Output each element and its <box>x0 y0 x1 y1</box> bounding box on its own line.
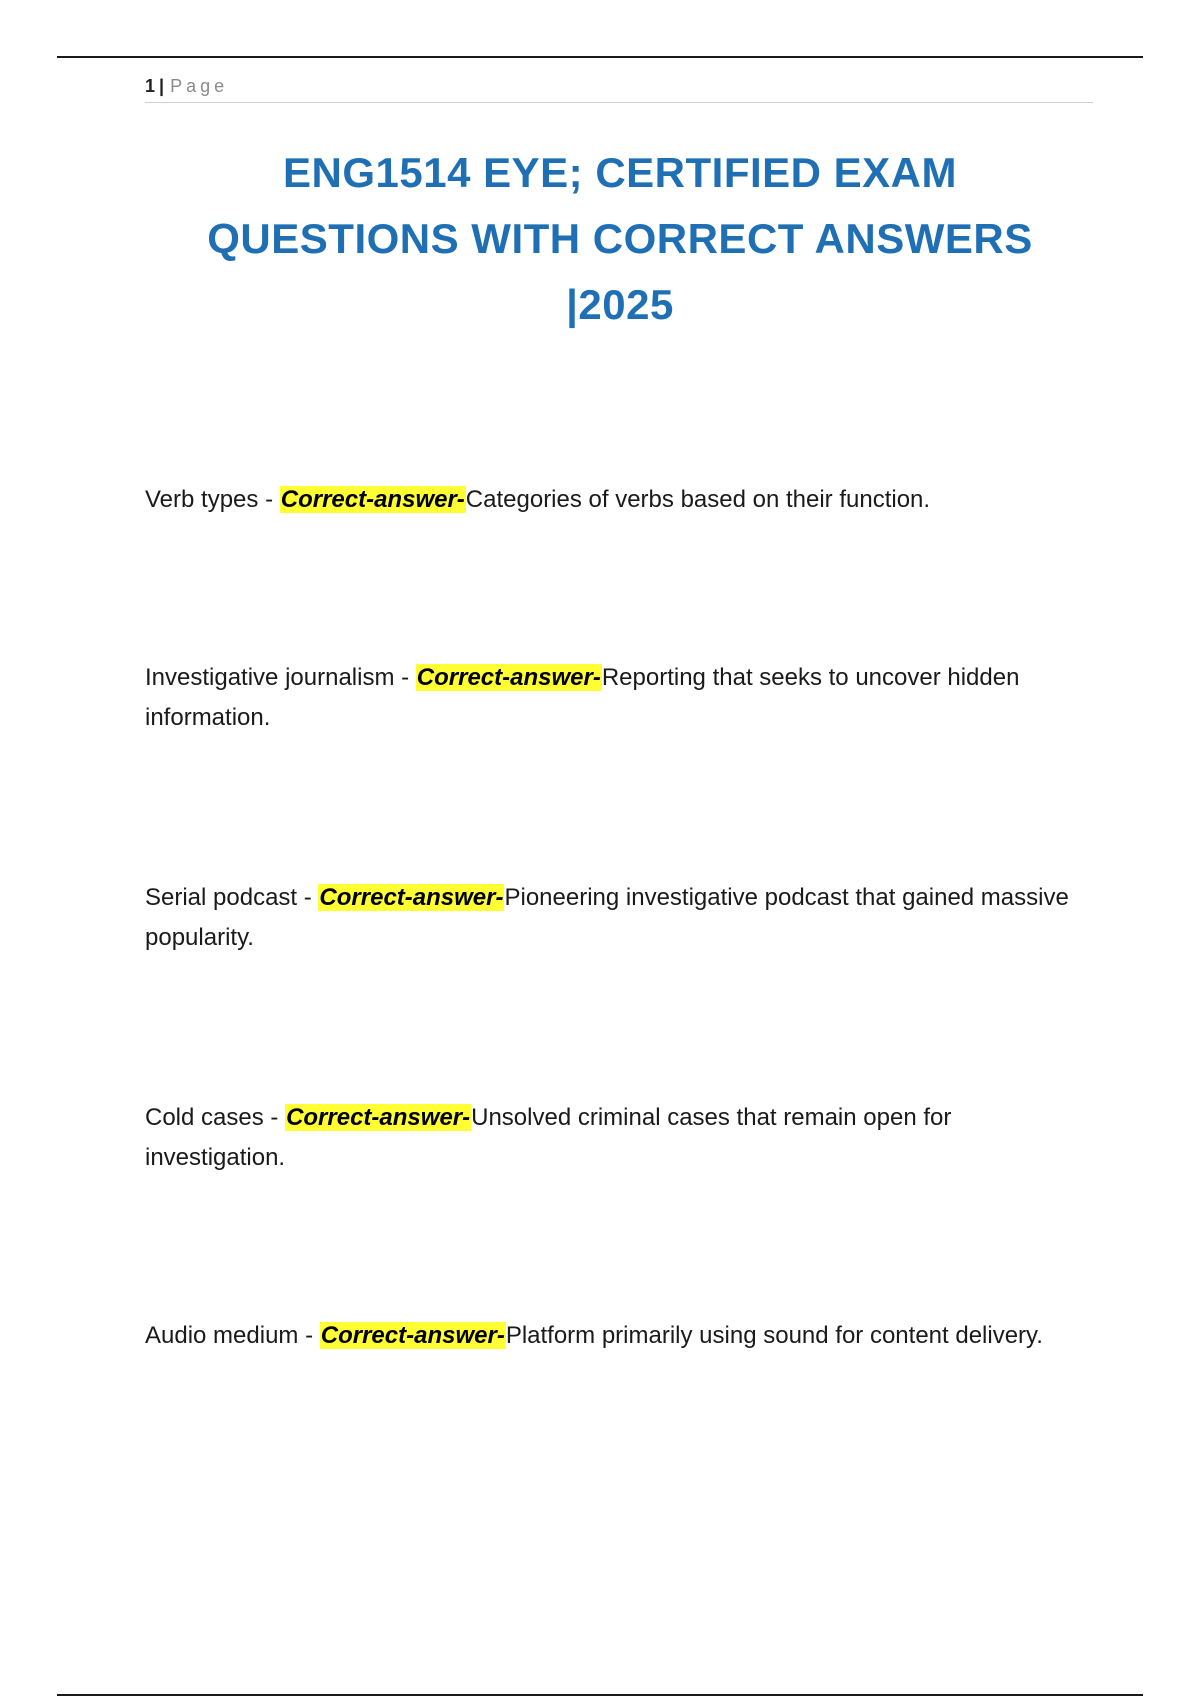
qa-definition: Platform primarily using sound for content delivery. <box>505 1322 1043 1349</box>
qa-definition: Reporting that seeks to uncover hidden information. <box>145 664 1020 731</box>
correct-answer-marker: Correct-answer- <box>320 1322 505 1349</box>
qa-definition: Unsolved criminal cases that remain open for investigation. <box>145 1104 952 1171</box>
qa-term: Cold cases - <box>145 1104 286 1131</box>
page-label: Page <box>170 76 229 96</box>
correct-answer-marker: Correct-answer- <box>319 884 504 911</box>
qa-entry <box>145 1098 1095 1178</box>
qa-entry <box>145 480 1095 520</box>
title-line-3: |2025 <box>566 281 674 328</box>
qa-entry <box>145 658 1095 738</box>
qa-definition: Pioneering investigative podcast that gained massive popularity. <box>145 884 1069 951</box>
correct-answer-marker: Correct-answer- <box>416 664 601 691</box>
qa-term: Audio medium - <box>145 1322 320 1349</box>
page-number: 1 <box>145 76 156 96</box>
correct-answer-marker: Correct-answer- <box>286 1104 471 1131</box>
page-top-rule <box>57 56 1143 58</box>
qa-entry <box>145 1316 1095 1356</box>
document-title <box>150 140 1090 338</box>
title-line-1: ENG1514 EYE; CERTIFIED EXAM <box>283 149 957 196</box>
correct-answer-marker: Correct-answer- <box>280 486 465 513</box>
title-line-2: QUESTIONS WITH CORRECT ANSWERS <box>207 215 1033 262</box>
qa-term: Investigative journalism - <box>145 664 416 691</box>
qa-entry <box>145 878 1095 958</box>
qa-definition: Categories of verbs based on their function. <box>465 486 931 513</box>
page-header <box>145 76 1093 103</box>
qa-term: Verb types - <box>145 486 280 513</box>
qa-term: Serial podcast - <box>145 884 319 911</box>
page-separator: | <box>159 76 165 96</box>
page-bottom-rule <box>57 1694 1143 1696</box>
